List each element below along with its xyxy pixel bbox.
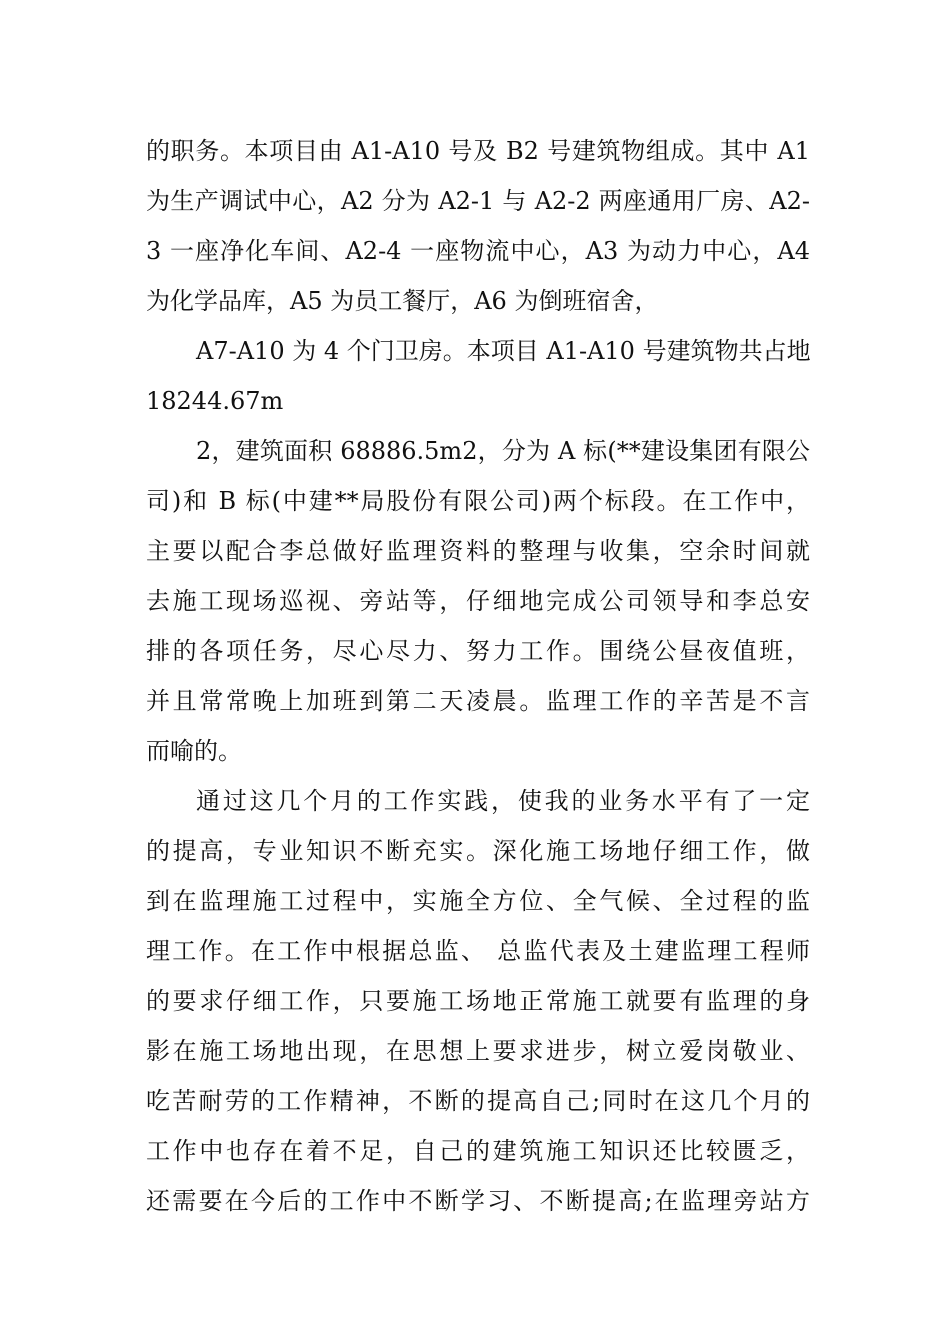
document-body [146, 126, 810, 1226]
text-line: 理工作。在工作中根据总监、 总监代表及土建监理工程师 [146, 937, 810, 965]
text-line: 并且常常晚上加班到第二天凌晨。监理工作的辛苦是不言 [146, 687, 810, 715]
text-line: 吃苦耐劳的工作精神，不断的提高自己;同时在这几个月的 [146, 1087, 810, 1115]
text-line: 3 一座净化车间、A2-4 一座物流中心，A3 为动力中心，A4 [146, 237, 810, 265]
text-line: 为生产调试中心，A2 分为 A2-1 与 A2-2 两座通用厂房、A2- [146, 187, 810, 215]
text-line: 的提高，专业知识不断充实。深化施工场地仔细工作，做 [146, 837, 810, 865]
text-line: 的要求仔细工作，只要施工场地正常施工就要有监理的身 [146, 987, 810, 1015]
text-line: 18244.67m [146, 387, 284, 415]
text-line: 排的各项任务，尽心尽力、努力工作。围绕公昼夜值班， [146, 637, 810, 665]
text-line: 司)和 B 标(中建**局股份有限公司)两个标段。在工作中， [146, 487, 810, 515]
paragraph-start-line: A7-A10 为 4 个门卫房。本项目 A1-A10 号建筑物共占地 [196, 337, 811, 365]
paragraph-start-line: 2，建筑面积 68886.5m2，分为 A 标(**建设集团有限公 [196, 437, 810, 465]
text-line: 去施工现场巡视、旁站等，仔细地完成公司领导和李总安 [146, 587, 810, 615]
text-line: 到在监理施工过程中，实施全方位、全气候、全过程的监 [146, 887, 810, 915]
text-line: 影在施工场地出现，在思想上要求进步，树立爱岗敬业、 [146, 1037, 810, 1065]
text-line: 还需要在今后的工作中不断学习、不断提高;在监理旁站方 [146, 1187, 810, 1215]
paragraph-start-line: 通过这几个月的工作实践，使我的业务水平有了一定 [196, 787, 810, 815]
text-line: 为化学品库，A5 为员工餐厅，A6 为倒班宿舍， [146, 287, 659, 315]
text-line: 工作中也存在着不足，自己的建筑施工知识还比较匮乏， [146, 1137, 810, 1165]
text-line: 主要以配合李总做好监理资料的整理与收集，空余时间就 [146, 537, 810, 565]
text-line: 而喻的。 [146, 737, 242, 765]
text-line: 的职务。本项目由 A1-A10 号及 B2 号建筑物组成。其中 A1 [146, 137, 810, 165]
